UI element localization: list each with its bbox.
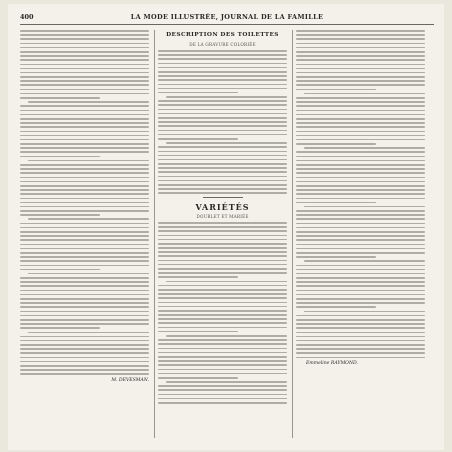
- text-line: [304, 260, 425, 262]
- text-line: [296, 273, 425, 275]
- text-line: [20, 369, 149, 371]
- page-header: [20, 12, 434, 25]
- text-line: [158, 134, 287, 136]
- text-line: [20, 269, 100, 271]
- text-line: [20, 72, 149, 74]
- text-line: [158, 297, 287, 299]
- text-line: [28, 273, 149, 275]
- text-line: [20, 34, 149, 36]
- text-line: [296, 235, 425, 237]
- text-line: [296, 198, 425, 200]
- text-line: [296, 302, 425, 304]
- text-line: [20, 93, 149, 95]
- text-line: [158, 71, 287, 73]
- body-text-block: [158, 222, 287, 404]
- text-line: [296, 210, 425, 212]
- text-line: [20, 177, 149, 179]
- text-line: [158, 302, 287, 304]
- text-line: [296, 164, 425, 166]
- text-line: [20, 189, 149, 191]
- text-line: [20, 114, 149, 116]
- text-line: [20, 156, 100, 158]
- text-line: [20, 110, 149, 112]
- text-line: [20, 47, 149, 49]
- text-line: [20, 202, 149, 204]
- text-line: [20, 214, 100, 216]
- text-line: [158, 180, 287, 182]
- text-line: [158, 226, 287, 228]
- text-line: [296, 227, 425, 229]
- text-line: [20, 206, 149, 208]
- text-line: [20, 168, 149, 170]
- text-line: [20, 315, 149, 317]
- text-line: [158, 79, 287, 81]
- text-line: [296, 319, 425, 321]
- text-line: [296, 244, 425, 246]
- text-line: [158, 63, 287, 65]
- text-line: [20, 352, 149, 354]
- text-line: [296, 72, 425, 74]
- text-line: [158, 389, 287, 391]
- text-line: [296, 189, 425, 191]
- text-line: [158, 54, 287, 56]
- text-line: [158, 222, 287, 224]
- text-line: [296, 30, 425, 32]
- text-line: [296, 110, 425, 112]
- text-line: [20, 373, 149, 375]
- text-line: [20, 185, 149, 187]
- text-line: [158, 50, 287, 52]
- text-line: [20, 302, 149, 304]
- text-line: [158, 314, 287, 316]
- text-line: [20, 306, 149, 308]
- text-line: [296, 59, 425, 61]
- text-line: [20, 193, 149, 195]
- text-line: [158, 159, 287, 161]
- text-line: [166, 96, 287, 98]
- signature: Emmeline RAYMOND.: [306, 360, 358, 366]
- text-line: [20, 223, 149, 225]
- text-line: [166, 281, 287, 283]
- text-line: [158, 364, 287, 366]
- text-line: [296, 126, 425, 128]
- text-line: [296, 160, 425, 162]
- text-line: [20, 64, 149, 66]
- text-line: [296, 239, 425, 241]
- text-line: [158, 260, 287, 262]
- text-line: [158, 276, 238, 278]
- text-line: [158, 339, 287, 341]
- text-line: [296, 202, 376, 204]
- text-line: [20, 105, 149, 107]
- text-line: [158, 243, 287, 245]
- text-line: [296, 84, 425, 86]
- text-line: [20, 139, 149, 141]
- text-line: [296, 323, 425, 325]
- text-line: [20, 76, 149, 78]
- text-line: [296, 105, 425, 107]
- text-line: [296, 181, 425, 183]
- text-line: [158, 239, 287, 241]
- text-line: [28, 160, 149, 162]
- text-line: [296, 306, 376, 308]
- text-line: [296, 139, 425, 141]
- text-line: [20, 252, 149, 254]
- text-line: [20, 198, 149, 200]
- text-line: [158, 67, 287, 69]
- text-line: [296, 336, 425, 338]
- body-text-block: [296, 30, 425, 358]
- text-line: [158, 92, 238, 94]
- text-line: [158, 155, 287, 157]
- text-line: [158, 352, 287, 354]
- text-line: [20, 164, 149, 166]
- text-line: [20, 210, 149, 212]
- text-line: [158, 385, 287, 387]
- column-right: [296, 30, 425, 438]
- text-line: [296, 231, 425, 233]
- section-heading: DESCRIPTION DES TOILETTES: [166, 32, 279, 38]
- text-line: [296, 38, 425, 40]
- masthead-title: LA MODE ILLUSTRÉE, JOURNAL DE LA FAMILLE: [130, 13, 324, 21]
- text-line: [20, 80, 149, 82]
- text-line: [158, 184, 287, 186]
- text-line: [20, 143, 149, 145]
- text-line: [296, 76, 425, 78]
- text-line: [296, 34, 425, 36]
- text-line: [166, 142, 287, 144]
- text-line: [20, 59, 149, 61]
- text-line: [158, 343, 287, 345]
- text-line: [28, 218, 149, 220]
- text-line: [296, 357, 425, 359]
- text-line: [158, 373, 287, 375]
- text-line: [20, 357, 149, 359]
- text-line: [296, 214, 425, 216]
- text-line: [20, 256, 149, 258]
- text-line: [20, 290, 149, 292]
- text-line: [158, 360, 287, 362]
- text-line: [158, 247, 287, 249]
- text-line: [158, 104, 287, 106]
- text-line: [158, 75, 287, 77]
- text-line: [296, 64, 425, 66]
- text-line: [296, 177, 425, 179]
- text-line: [158, 356, 287, 358]
- text-line: [296, 156, 425, 158]
- text-line: [158, 146, 287, 148]
- text-line: [296, 252, 425, 254]
- text-line: [158, 369, 287, 371]
- text-line: [296, 89, 376, 91]
- text-line: [158, 188, 287, 190]
- text-line: [20, 55, 149, 57]
- divider: [203, 197, 243, 198]
- text-line: [296, 151, 425, 153]
- page-number: 400: [20, 13, 34, 21]
- body-text-block: [158, 50, 287, 194]
- text-line: [20, 38, 149, 40]
- text-line: [20, 323, 149, 325]
- text-line: [20, 43, 149, 45]
- text-line: [158, 402, 287, 404]
- text-line: [158, 318, 287, 320]
- text-line: [158, 138, 238, 140]
- text-line: [296, 281, 425, 283]
- text-line: [296, 47, 425, 49]
- text-line: [20, 365, 149, 367]
- text-line: [20, 122, 149, 124]
- column-left: [20, 30, 149, 438]
- text-line: [28, 101, 149, 103]
- text-line: [296, 118, 425, 120]
- text-line: [20, 311, 149, 313]
- text-line: [296, 265, 425, 267]
- text-line: [296, 285, 425, 287]
- text-line: [296, 51, 425, 53]
- text-line: [296, 348, 425, 350]
- text-line: [296, 193, 425, 195]
- text-line: [20, 248, 149, 250]
- text-line: [296, 277, 425, 279]
- text-line: [158, 151, 287, 153]
- text-line: [20, 285, 149, 287]
- text-line: [158, 163, 287, 165]
- text-line: [158, 327, 287, 329]
- text-line: [158, 167, 287, 169]
- text-line: [158, 230, 287, 232]
- text-line: [166, 381, 287, 383]
- text-line: [20, 319, 149, 321]
- text-line: [304, 147, 425, 149]
- text-line: [28, 332, 149, 334]
- text-line: [20, 68, 149, 70]
- text-line: [158, 109, 287, 111]
- text-line: [158, 285, 287, 287]
- text-line: [296, 55, 425, 57]
- text-line: [296, 131, 425, 133]
- text-line: [296, 218, 425, 220]
- text-line: [158, 117, 287, 119]
- text-line: [20, 147, 149, 149]
- text-line: [20, 131, 149, 133]
- text-line: [296, 122, 425, 124]
- text-line: [20, 172, 149, 174]
- text-line: [158, 293, 287, 295]
- text-line: [158, 58, 287, 60]
- text-line: [158, 306, 287, 308]
- text-line: [296, 97, 425, 99]
- text-line: [20, 244, 149, 246]
- text-line: [296, 80, 425, 82]
- section-subheading: DOUBLET ET MARIÉE: [196, 213, 249, 219]
- text-line: [296, 290, 425, 292]
- text-line: [296, 143, 376, 145]
- text-line: [296, 294, 425, 296]
- text-line: [296, 315, 425, 317]
- text-line: [20, 344, 149, 346]
- text-line: [304, 311, 425, 313]
- text-line: [20, 89, 149, 91]
- text-line: [296, 298, 425, 300]
- text-line: [158, 130, 287, 132]
- section-heading: VARIÉTÉS: [195, 201, 250, 212]
- text-line: [20, 118, 149, 120]
- text-line: [166, 335, 287, 337]
- text-line: [158, 264, 287, 266]
- text-line: [20, 227, 149, 229]
- text-line: [20, 84, 149, 86]
- text-line: [304, 206, 425, 208]
- text-line: [158, 394, 287, 396]
- text-line: [296, 344, 425, 346]
- text-line: [158, 84, 287, 86]
- text-line: [20, 30, 149, 32]
- text-line: [20, 340, 149, 342]
- text-line: [20, 51, 149, 53]
- text-line: [158, 125, 287, 127]
- text-line: [296, 248, 425, 250]
- text-line: [296, 172, 425, 174]
- text-line: [158, 176, 287, 178]
- section-subheading: DE LA GRAVURE COLORIÉE: [189, 42, 256, 47]
- text-line: [158, 121, 287, 123]
- text-line: [158, 113, 287, 115]
- text-line: [158, 272, 287, 274]
- text-line: [20, 298, 149, 300]
- text-line: [296, 185, 425, 187]
- text-line: [20, 281, 149, 283]
- column-rule: [292, 30, 293, 438]
- text-line: [296, 327, 425, 329]
- text-line: [158, 348, 287, 350]
- text-line: [158, 268, 287, 270]
- text-line: [158, 289, 287, 291]
- text-line: [20, 181, 149, 183]
- text-line: [296, 101, 425, 103]
- text-line: [296, 269, 425, 271]
- text-line: [158, 251, 287, 253]
- text-line: [20, 265, 149, 267]
- text-line: [20, 239, 149, 241]
- text-line: [20, 294, 149, 296]
- text-line: [304, 93, 425, 95]
- text-line: [296, 135, 425, 137]
- text-line: [20, 361, 149, 363]
- text-line: [296, 256, 376, 258]
- body-text-block: [20, 30, 149, 375]
- text-line: [158, 100, 287, 102]
- text-line: [20, 348, 149, 350]
- text-line: [296, 114, 425, 116]
- text-columns: [20, 30, 434, 438]
- text-line: [20, 277, 149, 279]
- text-line: [158, 331, 238, 333]
- text-line: [20, 126, 149, 128]
- text-line: [158, 310, 287, 312]
- text-line: [20, 231, 149, 233]
- text-line: [158, 171, 287, 173]
- text-line: [158, 192, 287, 194]
- signature: M. DEVESMAN.: [111, 377, 149, 383]
- text-line: [158, 322, 287, 324]
- text-line: [158, 377, 238, 379]
- text-line: [158, 255, 287, 257]
- text-line: [296, 352, 425, 354]
- text-line: [296, 332, 425, 334]
- text-line: [158, 398, 287, 400]
- text-line: [20, 260, 149, 262]
- text-line: [296, 168, 425, 170]
- text-line: [158, 235, 287, 237]
- text-line: [20, 151, 149, 153]
- column-center: [158, 30, 287, 438]
- text-line: [296, 340, 425, 342]
- text-line: [20, 135, 149, 137]
- text-line: [296, 223, 425, 225]
- text-line: [20, 97, 100, 99]
- text-line: [158, 88, 287, 90]
- text-line: [20, 336, 149, 338]
- text-line: [296, 43, 425, 45]
- column-rule: [154, 30, 155, 438]
- text-line: [296, 68, 425, 70]
- text-line: [20, 235, 149, 237]
- text-line: [20, 327, 100, 329]
